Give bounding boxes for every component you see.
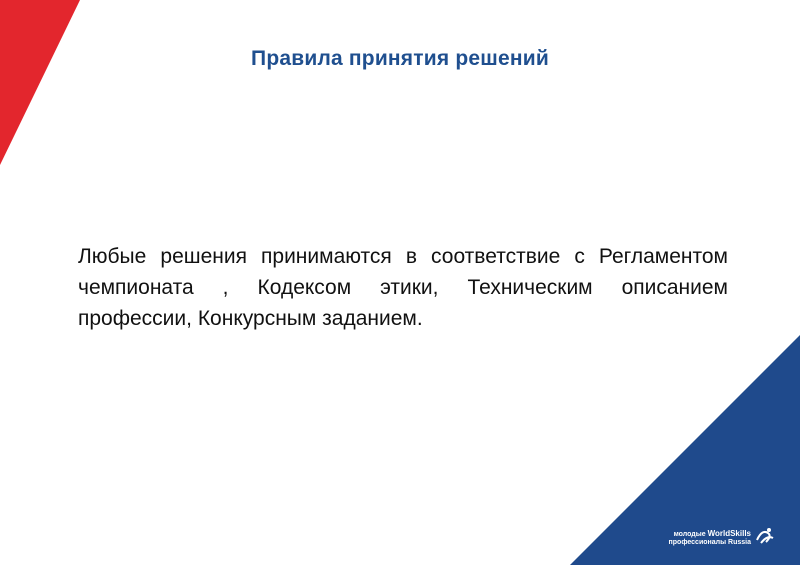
logo-line2-left: профессионалы (668, 539, 727, 546)
logo-line2-right: Russia (728, 539, 751, 546)
red-corner-band (0, 0, 80, 165)
worldskills-logo (669, 525, 776, 547)
slide-title: Правила принятия решений (251, 47, 549, 70)
worldskills-mark-icon (754, 525, 776, 547)
slide-body-text: Любые решения принимаются в соответствие с Регламентом чемпионата , Кодексом этики, Техническим описанием профессии, Конкурсным заданием. (78, 245, 728, 330)
logo-line1-left: молодые (673, 531, 706, 538)
logo-text (669, 530, 751, 547)
logo-line1-right: WorldSkills (707, 529, 751, 538)
